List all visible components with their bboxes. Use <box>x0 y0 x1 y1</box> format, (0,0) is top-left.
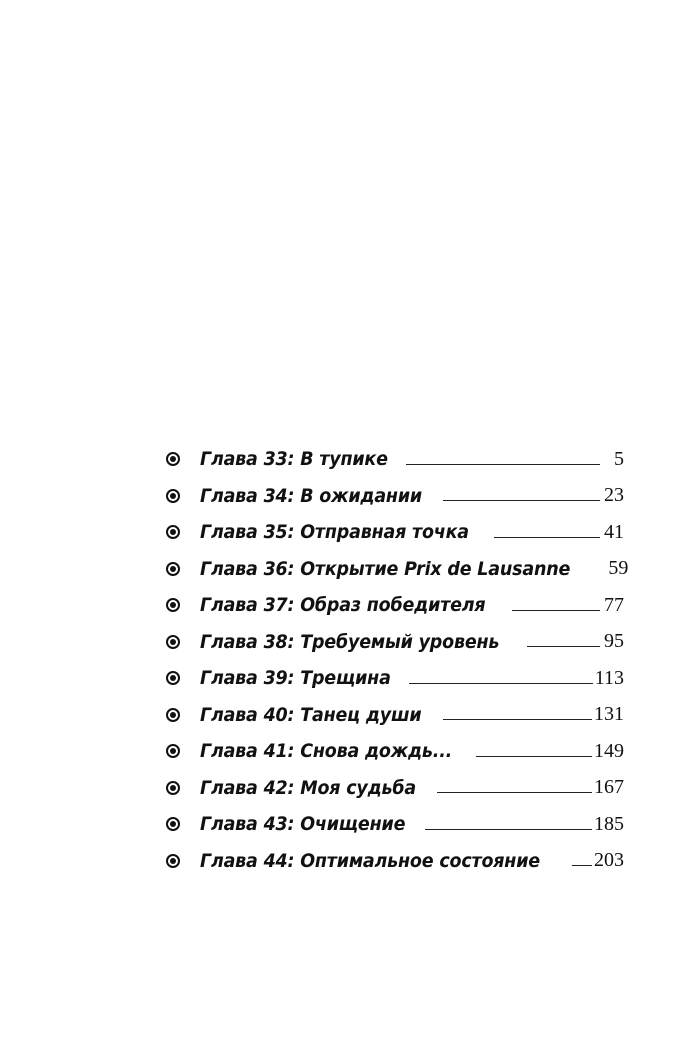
page-number: 203 <box>594 849 624 872</box>
dot-leader <box>425 829 592 830</box>
bullet-icon <box>166 452 180 466</box>
bullet-icon <box>166 744 180 758</box>
bullet-icon <box>166 525 180 539</box>
page-number: 59 <box>608 557 629 580</box>
bullet-icon <box>166 635 180 649</box>
chapter-title: Глава 33: В тупике <box>200 448 388 471</box>
table-of-contents <box>166 441 629 879</box>
page-number: 5 <box>614 447 624 470</box>
bullet-icon <box>166 598 180 612</box>
dot-leader <box>476 756 592 757</box>
page-number: 131 <box>594 703 624 726</box>
chapter-title: Глава 36: Открытие Prix de Lausanne <box>200 557 571 580</box>
dot-leader <box>572 865 593 866</box>
toc-entry[interactable] <box>166 441 624 478</box>
chapter-title: Глава 39: Трещина <box>200 667 391 690</box>
chapter-title: Глава 37: Образ победителя <box>200 594 486 617</box>
chapter-title: Глава 41: Снова дождь... <box>200 740 453 763</box>
toc-entry[interactable] <box>166 806 624 843</box>
page-number: 23 <box>604 484 624 507</box>
dot-leader <box>494 537 600 538</box>
toc-entry[interactable] <box>166 843 624 880</box>
bullet-icon <box>166 781 180 795</box>
dot-leader <box>406 464 600 465</box>
chapter-title: Глава 40: Танец души <box>200 703 422 726</box>
bullet-icon <box>166 708 180 722</box>
toc-entry[interactable] <box>166 478 624 515</box>
toc-entry[interactable] <box>166 587 624 624</box>
bullet-icon <box>166 854 180 868</box>
chapter-title: Глава 34: В ожидании <box>200 484 422 507</box>
toc-entry[interactable] <box>166 733 624 770</box>
bullet-icon <box>166 562 180 576</box>
page-number: 149 <box>594 739 624 762</box>
page-number: 41 <box>604 520 624 543</box>
toc-entry[interactable] <box>166 770 624 807</box>
dot-leader <box>437 792 592 793</box>
dot-leader <box>443 500 600 501</box>
toc-entry[interactable] <box>166 551 629 588</box>
chapter-title: Глава 38: Требуемый уровень <box>200 630 500 653</box>
dot-leader <box>527 646 600 647</box>
bullet-icon <box>166 671 180 685</box>
chapter-title: Глава 43: Очищение <box>200 813 406 836</box>
chapter-title: Глава 44: Оптимальное состояние <box>200 849 540 872</box>
toc-entry[interactable] <box>166 514 624 551</box>
page-number: 95 <box>604 630 624 653</box>
dot-leader <box>409 683 592 684</box>
dot-leader <box>512 610 600 611</box>
toc-entry[interactable] <box>166 660 624 697</box>
bullet-icon <box>166 817 180 831</box>
toc-entry[interactable] <box>166 697 624 734</box>
page-number: 113 <box>594 666 624 689</box>
page-number: 77 <box>604 593 624 616</box>
toc-entry[interactable] <box>166 624 624 661</box>
chapter-title: Глава 35: Отправная точка <box>200 521 469 544</box>
dot-leader <box>443 719 592 720</box>
bullet-icon <box>166 489 180 503</box>
chapter-title: Глава 42: Моя судьба <box>200 776 417 799</box>
page-number: 167 <box>594 776 624 799</box>
page-number: 185 <box>594 812 624 835</box>
